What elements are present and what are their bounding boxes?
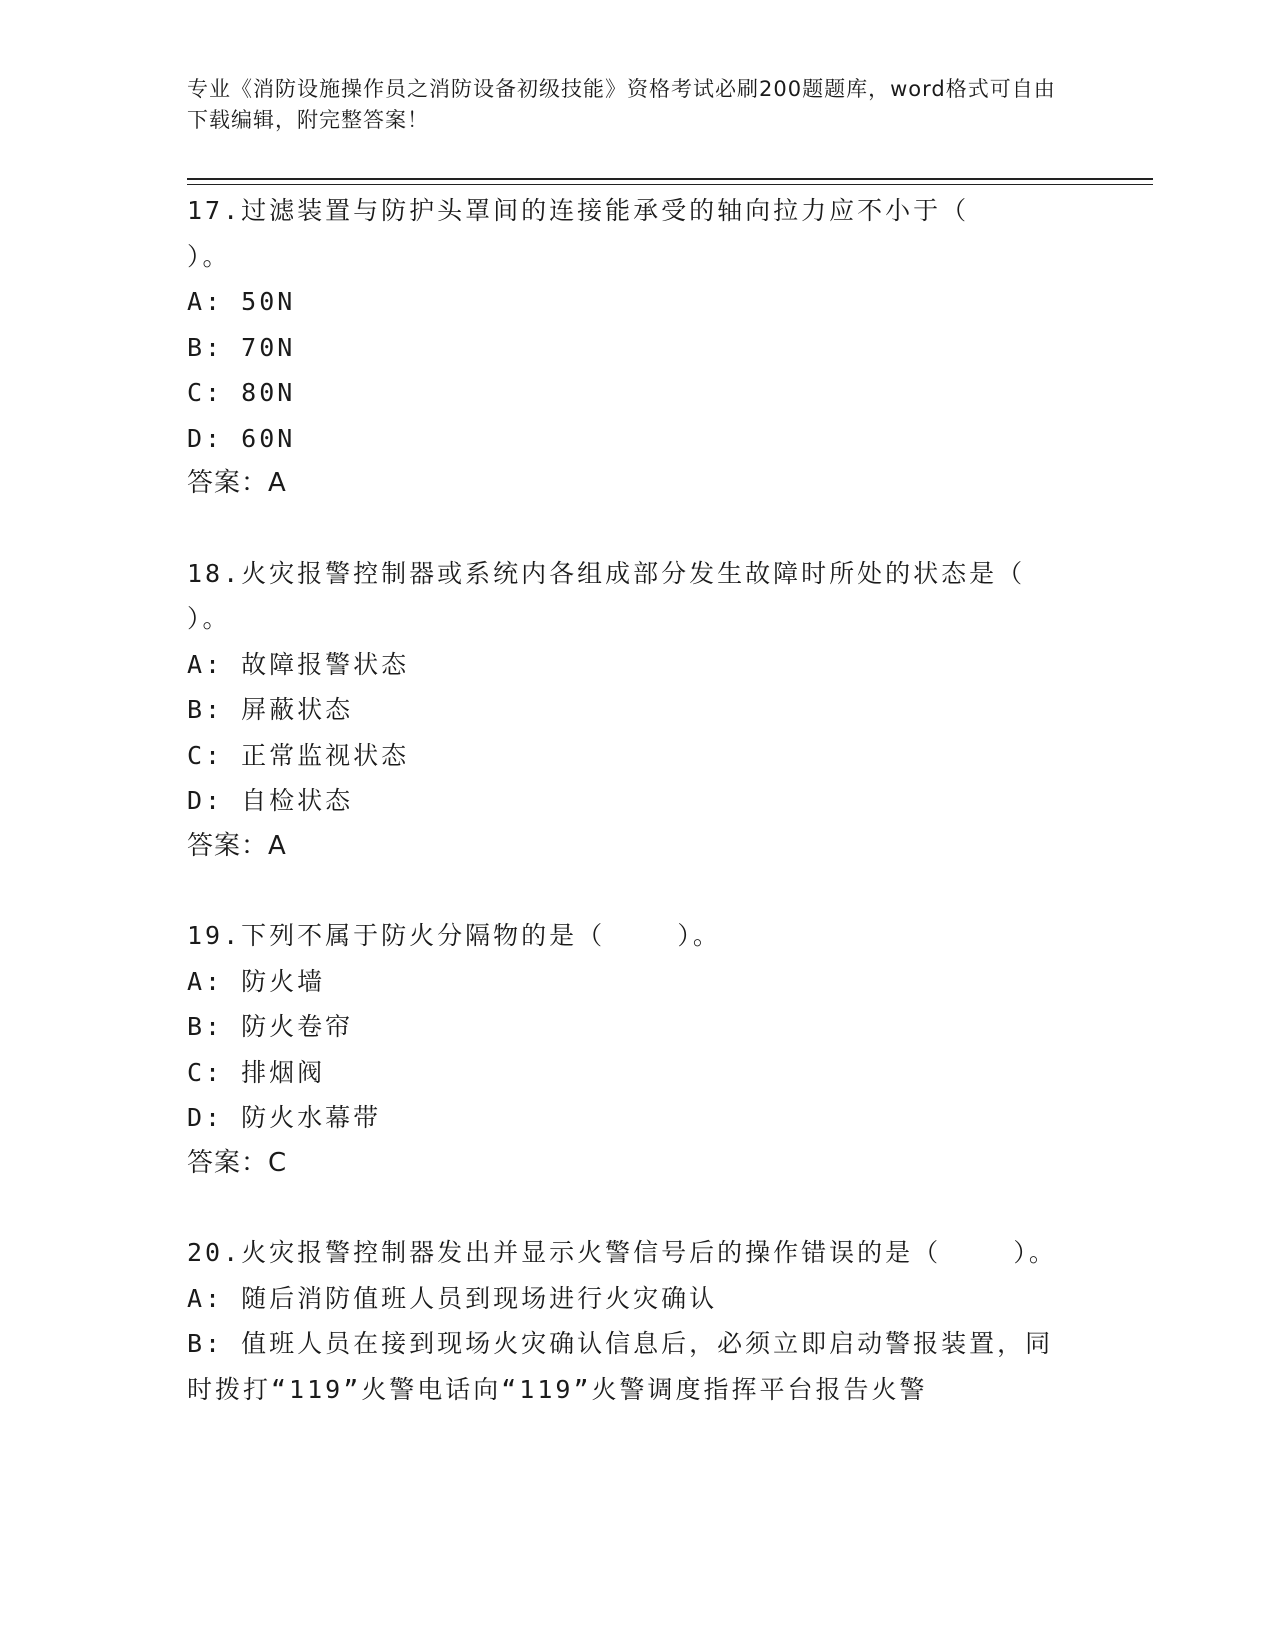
answer: 答案：A: [187, 468, 287, 498]
option-c: C: 正常监视状态: [187, 740, 410, 770]
option-a: A: 故障报警状态: [187, 649, 410, 679]
document-header: 专业《消防设施操作员之消防设备初级技能》资格考试必刷200题题库，word格式可自由下载编辑，附完整答案！: [187, 77, 1056, 132]
question-list: [187, 188, 1098, 1456]
answer: 答案：A: [187, 830, 287, 861]
option-b: B: 70N: [187, 332, 296, 362]
option-c: C: 80N: [187, 378, 296, 407]
question-text: 19.下列不属于防火分隔物的是（ ）。: [187, 921, 721, 950]
option-b: B: 防火卷帘: [187, 1012, 354, 1041]
option-c: C: 排烟阀: [187, 1057, 326, 1087]
option-b: B: 屏蔽状态: [187, 695, 354, 724]
question-17: [187, 188, 1087, 507]
option-d: D: 60N: [187, 423, 296, 453]
question-18: [187, 551, 1098, 870]
question-20: [187, 1230, 1087, 1412]
option-b: B: 值班人员在接到现场火灾确认信息后，必须立即启动警报装置，同时拨打“119”火警电话向“119”火警调度指挥平台报告火警: [187, 1329, 1054, 1404]
question-text: 17.过滤装置与防护头罩间的连接能承受的轴向拉力应不小于（ ）。: [187, 196, 1042, 271]
header-divider-thin: [187, 184, 1153, 185]
option-d: D: 自检状态: [187, 786, 354, 815]
option-a: A: 随后消防值班人员到现场进行火灾确认: [187, 1283, 718, 1313]
question-text: 20.火灾报警控制器发出并显示火警信号后的操作错误的是（ ）。: [187, 1238, 1057, 1267]
header-divider-thick: [187, 178, 1153, 180]
answer: 答案：C: [187, 1147, 288, 1178]
option-d: D: 防火水幕带: [187, 1103, 382, 1132]
option-a: A: 50N: [187, 287, 296, 316]
question-text: 18.火灾报警控制器或系统内各组成部分发生故障时所处的状态是（ ）。: [187, 558, 1098, 633]
question-19: [187, 913, 1087, 1186]
option-a: A: 防火墙: [187, 966, 326, 996]
